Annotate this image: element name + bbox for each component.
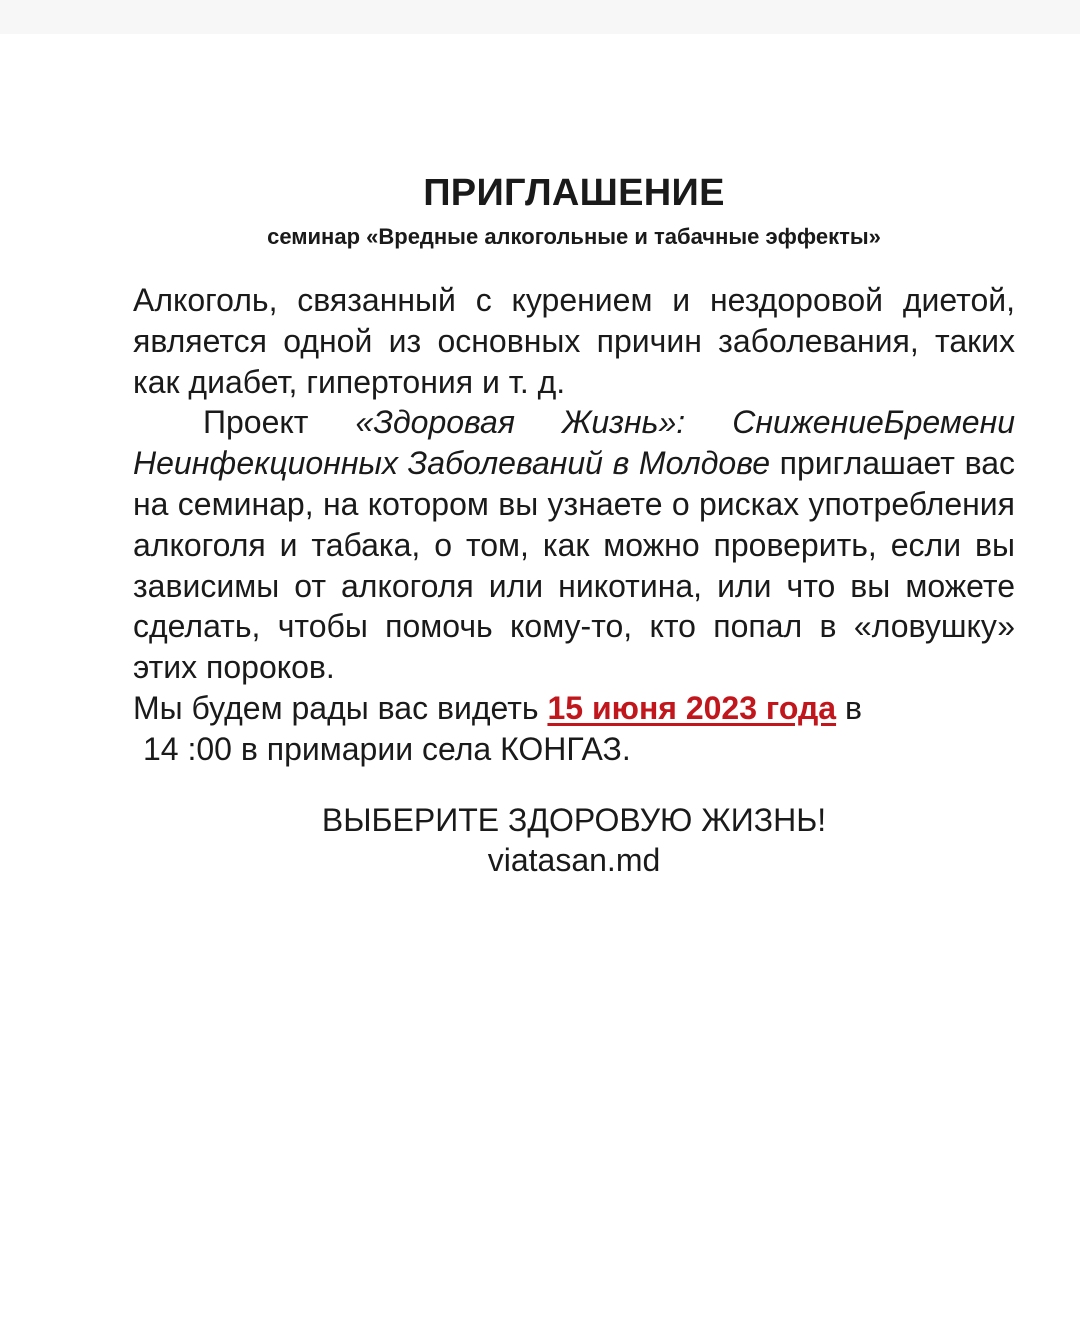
event-time-place: 14 :00 в примарии села КОНГАЗ. bbox=[143, 730, 631, 767]
paragraph-invitation bbox=[133, 688, 1015, 729]
top-strip bbox=[0, 0, 1080, 34]
document-subtitle: семинар «Вредные алкогольные и табачные эффекты» bbox=[267, 224, 881, 249]
invitation-lead: Мы будем рады вас видеть bbox=[133, 689, 548, 726]
project-description: приглашает вас на семинар, на котором вы узнаете о рисках употребления алкоголя и табака, о том, как можно проверить, если вы зависимы от алкоголя или никотина, или что вы можете сделать, чтобы помочь кому-то, кто попал в «ловушку» этих пороков. bbox=[133, 445, 1016, 686]
website-text: viatasan.md bbox=[487, 841, 661, 878]
slogan: ВЫБЕРИТЕ ЗДОРОВУЮ ЖИЗНЬ! bbox=[321, 801, 827, 838]
event-date: 15 июня 2023 года bbox=[547, 689, 837, 726]
paragraph-intro: Алкоголь, связанный с курением и нездоровой диетой, является одной из основных причин заболевания, таких как диабет, гипертония и т. д. bbox=[133, 282, 1015, 400]
invitation-document bbox=[133, 170, 1015, 880]
project-lead: Проект bbox=[203, 404, 356, 441]
invitation-after-date: в bbox=[836, 689, 862, 726]
closing-block bbox=[133, 800, 1015, 880]
project-name: «Здоровая Жизнь»: СнижениеБремени Неинфекционных Заболеваний в Молдове bbox=[133, 404, 1016, 482]
paragraph-project bbox=[133, 402, 1015, 688]
document-title: ПРИГЛАШЕНИЕ bbox=[423, 172, 725, 214]
document-body bbox=[133, 280, 1015, 770]
